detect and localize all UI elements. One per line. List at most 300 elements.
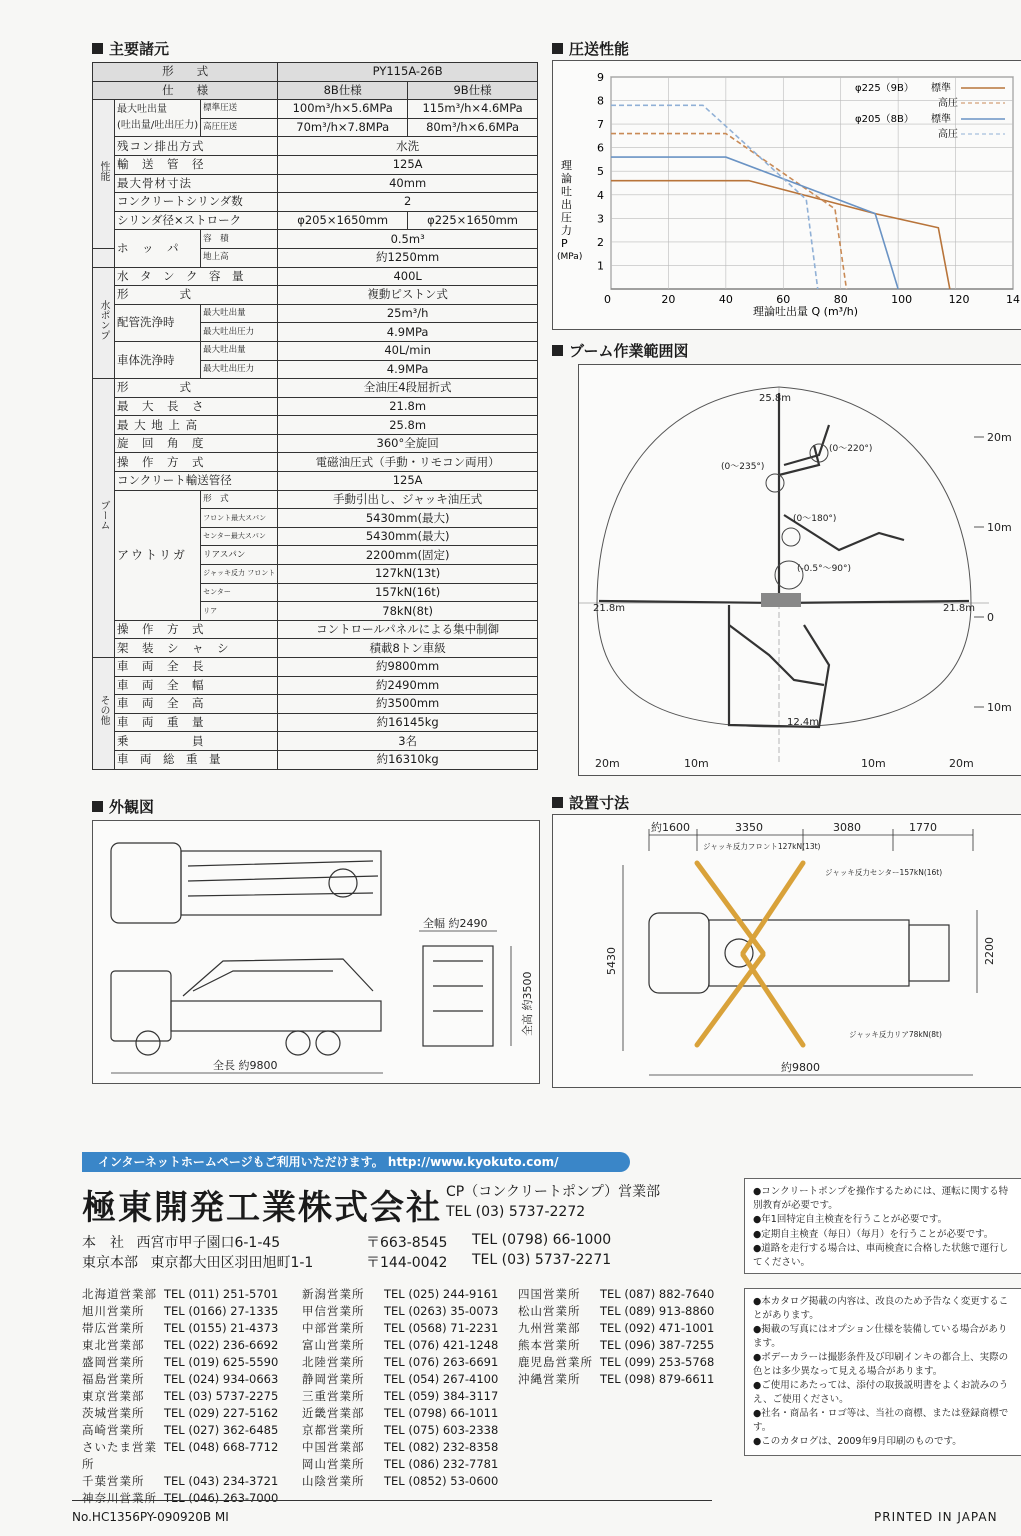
office-name: 沖縄営業所: [518, 1372, 581, 1386]
row-label: 残コン排出方式: [115, 137, 278, 156]
out-type-value: 手動引出し、ジャッキ油圧式: [278, 490, 538, 509]
office-row: [82, 1490, 278, 1507]
office-row: [302, 1439, 498, 1456]
max-p-label: 最大吐出圧力: [201, 360, 278, 379]
jack-rear-value: 78kN(8t): [278, 602, 538, 621]
height-label: 全高 約3500: [521, 971, 534, 1036]
office-tel: TEL (059) 384-3117: [384, 1389, 499, 1403]
high-label: 高圧圧送: [201, 118, 278, 137]
legend-std: 標準: [931, 114, 951, 125]
office-tel: TEL (043) 234-3721: [164, 1474, 279, 1488]
legend-std: 標準: [931, 83, 951, 94]
row-label: 操 作 方 式: [115, 620, 278, 639]
table-row: [93, 620, 538, 639]
exterior-title-text: 外観図: [109, 798, 155, 816]
setup-title-text: 設置寸法: [569, 794, 630, 812]
table-row: [93, 434, 538, 453]
office-tel: TEL (0568) 71-2231: [384, 1321, 499, 1335]
y-tick-label: 8: [597, 94, 604, 108]
truck-plan: [649, 913, 949, 993]
section-square-icon: [552, 797, 563, 808]
water-type-value: 複動ピストン式: [278, 286, 538, 305]
office-tel: TEL (025) 244-9161: [384, 1287, 499, 1301]
row-label: コンクリートシリンダ数: [115, 193, 278, 212]
working-range-outline: [597, 387, 971, 727]
office-row: [302, 1371, 498, 1388]
table-row: [93, 732, 538, 751]
office-tel: TEL (048) 668-7712: [164, 1440, 279, 1454]
truck-side-view: [111, 959, 381, 1055]
row-value: 約9800mm: [278, 658, 538, 677]
std-9b: 115m³/h×4.6MPa: [408, 100, 538, 119]
note-item: ●道路を走行する場合は、車両検査に合格した状態で運行してください。: [753, 1243, 1009, 1268]
office-name: 茨城営業所: [82, 1406, 145, 1420]
row-value: 125A: [278, 472, 538, 491]
std-label: 標準圧送: [201, 100, 278, 119]
office-name: 中国営業部: [302, 1440, 365, 1454]
office-tel: TEL (0263) 35-0073: [384, 1304, 499, 1318]
row-label: 最 大 長 さ: [115, 397, 278, 416]
office-row: [518, 1354, 714, 1371]
office-list-2: [302, 1286, 498, 1490]
note-item: ●社名・商品名・ロゴ等は、当社の商標、または登録商標です。: [753, 1408, 1009, 1433]
tokyo-address: [82, 1252, 313, 1272]
width-label: 全幅 約2490: [423, 917, 488, 930]
series-line: [611, 105, 818, 289]
row-value: 360°全旋回: [278, 434, 538, 453]
row-label: 乗 員: [115, 732, 278, 751]
tokyo-addr: 東京都大田区羽田旭町1-1: [150, 1255, 314, 1271]
table-row: [93, 174, 538, 193]
dim-label: 3080: [833, 821, 861, 834]
scale-label: 10m: [684, 757, 709, 770]
office-tel: TEL (092) 471-1001: [600, 1321, 715, 1335]
pipe-wash-label: 配管洗浄時: [115, 304, 201, 341]
max-p-label: 最大吐出圧力: [201, 323, 278, 342]
office-name: 山陰営業所: [302, 1474, 365, 1488]
pressure-title-text: 圧送性能: [569, 40, 630, 58]
scale-label: 10m: [987, 521, 1012, 534]
x-tick-label: 0: [604, 293, 611, 306]
cyl-9b: φ225×1650mm: [408, 211, 538, 230]
boom-diagram-panel: [578, 364, 1021, 776]
turret-top: [329, 869, 357, 897]
pressure-chart-panel: [552, 60, 1021, 330]
dim-label: 約9800: [781, 1061, 820, 1074]
hopper-h-label: 地上高: [201, 248, 278, 267]
dim-label: 3350: [735, 821, 763, 834]
table-row: [93, 286, 538, 305]
office-tel: TEL (029) 227-5162: [164, 1406, 279, 1420]
row-label: 操 作 方 式: [115, 453, 278, 472]
office-tel: TEL (011) 251-5701: [164, 1287, 279, 1301]
table-row: [93, 341, 538, 360]
office-name: 東京営業部: [82, 1389, 145, 1403]
office-row: [302, 1422, 498, 1439]
table-row: [93, 211, 538, 230]
office-tel: TEL (076) 421-1248: [384, 1338, 499, 1352]
high-8b: 70m³/h×7.8MPa: [278, 118, 408, 137]
legend-phi205: φ205（8B）: [855, 114, 914, 125]
wheel: [316, 1031, 340, 1055]
label-left: 21.8m: [593, 603, 626, 614]
max-q-label: 最大吐出量: [201, 341, 278, 360]
row-value: コントロールパネルによる集中制御: [278, 620, 538, 639]
car-wash-label: 車体洗浄時: [115, 341, 201, 378]
setup-drawing: [553, 815, 1021, 1087]
office-name: 中部営業所: [302, 1321, 365, 1335]
office-row: [302, 1473, 498, 1490]
office-row: [82, 1303, 278, 1320]
office-name: 鹿児島営業所: [518, 1355, 593, 1369]
row-label: 車 両 全 高: [115, 695, 278, 714]
office-row: [302, 1303, 498, 1320]
dept-tel: TEL (03) 5737-2272: [446, 1204, 586, 1220]
water-tank-value: 400L: [278, 267, 538, 286]
office-tel: TEL (098) 879-6611: [600, 1372, 715, 1386]
x-tick-label: 100: [891, 293, 913, 306]
office-name: 京都営業所: [302, 1423, 365, 1437]
office-name: 旭川営業所: [82, 1304, 145, 1318]
office-tel: TEL (0155) 21-4373: [164, 1321, 279, 1335]
office-row: [302, 1388, 498, 1405]
cab-side: [111, 971, 171, 1041]
out-center-label: センター最大スパン: [201, 527, 278, 546]
office-name: 甲信営業所: [302, 1304, 365, 1318]
x-tick-label: 14: [1006, 293, 1020, 306]
spec-label: 仕 様: [93, 81, 278, 100]
note-item: ●掲載の写真にはオプション仕様を装備している場合があります。: [753, 1324, 1008, 1349]
row-value: 全油圧4段屈折式: [278, 379, 538, 398]
office-row: [302, 1337, 498, 1354]
table-row: [93, 695, 538, 714]
office-row: [82, 1405, 278, 1422]
office-row: [82, 1371, 278, 1388]
series-line: [611, 181, 950, 289]
out-type-label: 形 式: [201, 490, 278, 509]
legend-phi225: φ225（9B）: [855, 83, 914, 94]
office-tel: TEL (024) 934-0663: [164, 1372, 279, 1386]
note-item: ●本カタログ掲載の内容は、改良のため予告なく変更することがあります。: [753, 1296, 1009, 1321]
y-tick-label: 9: [597, 71, 604, 84]
wheel: [136, 1031, 160, 1055]
row-label: 車 両 重 量: [115, 713, 278, 732]
notes-box-2: [744, 1288, 1021, 1456]
hq-tel: TEL (0798) 66-1000: [472, 1232, 612, 1248]
note-item: ●ボデーカラーは撮影条件及び印刷インキの都合上、実際の色とは多少異なって見える場合があります。: [753, 1352, 1009, 1377]
scale-label: 10m: [987, 701, 1012, 714]
table-row: [93, 639, 538, 658]
chart-legend: [855, 81, 1005, 140]
dim-label: 約1600: [651, 821, 690, 834]
office-row: [302, 1405, 498, 1422]
y-tick-label: 3: [597, 212, 604, 226]
row-label: 車 両 全 長: [115, 658, 278, 677]
office-tel: TEL (087) 882-7640: [600, 1287, 715, 1301]
out-front-label: フロント最大スパン: [201, 509, 278, 528]
row-value: 約2490mm: [278, 676, 538, 695]
row-value: 25.8m: [278, 416, 538, 435]
office-tel: TEL (075) 603-2338: [384, 1423, 499, 1437]
x-tick-label: 20: [661, 293, 676, 306]
office-row: [82, 1286, 278, 1303]
side-performance-text: 性能: [98, 161, 109, 182]
dim-label: 2200: [983, 937, 996, 965]
table-row: [93, 230, 538, 249]
office-name: 盛岡営業所: [82, 1355, 145, 1369]
angle-label: (0〜235°): [721, 462, 765, 472]
section-square-icon: [92, 43, 103, 54]
note-item: ●定期自主検査（毎日）（毎月）を行うことが必要です。: [753, 1228, 994, 1240]
office-tel: TEL (022) 236-6692: [164, 1338, 279, 1352]
boom-side: [183, 959, 373, 996]
x-tick-label: 80: [833, 293, 848, 306]
table-row: [93, 472, 538, 491]
row-label: コンクリート輸送管径: [115, 472, 278, 491]
office-name: 熊本営業所: [518, 1338, 581, 1352]
office-row: [82, 1439, 278, 1473]
col-8b: 8B仕様: [278, 81, 408, 100]
office-name: 神奈川営業所: [82, 1491, 157, 1505]
row-value: 約16310kg: [278, 750, 538, 769]
hq-addr: 西宮市甲子園口6-1-45: [136, 1235, 281, 1251]
office-name: 岡山営業所: [302, 1457, 365, 1471]
water-type-label: 形 式: [115, 286, 278, 305]
office-name: 千葉営業所: [82, 1474, 145, 1488]
office-tel: TEL (027) 362-6485: [164, 1423, 279, 1437]
row-label: 最大骨材寸法: [115, 174, 278, 193]
office-tel: TEL (03) 5737-2275: [164, 1389, 279, 1403]
series-line: [611, 157, 898, 289]
row-label: 旋 回 角 度: [115, 434, 278, 453]
notes-box-1: [744, 1178, 1021, 1274]
office-name: 北陸営業所: [302, 1355, 365, 1369]
office-name: 四国営業所: [518, 1287, 581, 1301]
row-value: 2: [278, 193, 538, 212]
max-q-label: 最大吐出量: [201, 304, 278, 323]
side-other: [93, 658, 115, 770]
table-row: [93, 676, 538, 695]
row-value: 21.8m: [278, 397, 538, 416]
row-value: 40mm: [278, 174, 538, 193]
table-row: [93, 750, 538, 769]
table-row: [93, 416, 538, 435]
table-row: [93, 267, 538, 286]
angle-label: (-0.5°〜90°): [797, 564, 852, 574]
joint-circle: [782, 528, 800, 546]
deck-top: [181, 851, 381, 915]
row-value: 約16145kg: [278, 713, 538, 732]
office-tel: TEL (099) 253-5768: [600, 1355, 715, 1369]
scale-label: 20m: [595, 757, 620, 770]
side-boom: [93, 379, 115, 658]
row-value: 約3500mm: [278, 695, 538, 714]
scale-label: 10m: [861, 757, 886, 770]
side-other-text: その他: [98, 695, 109, 726]
table-row: [93, 490, 538, 509]
hopper-h-value: 約1250mm: [278, 248, 538, 267]
cyl-8b: φ205×1650mm: [278, 211, 408, 230]
section-square-icon: [552, 43, 563, 54]
row-label: 輸 送 管 径: [115, 155, 278, 174]
boom-positions: [599, 393, 969, 727]
office-name: 新潟営業所: [302, 1287, 365, 1301]
row-label: 架 装 シ ャ シ: [115, 639, 278, 658]
table-row: [93, 100, 538, 119]
office-name: 近畿営業部: [302, 1406, 365, 1420]
cab-top: [111, 843, 181, 923]
row-value: 3名: [278, 732, 538, 751]
table-row: [93, 453, 538, 472]
office-row: [518, 1303, 714, 1320]
truck-body: [761, 593, 801, 607]
y-tick-label: 6: [597, 141, 604, 155]
setup-section-title: [552, 792, 629, 813]
row-value: 電磁油圧式（手動・リモコン両用）: [278, 453, 538, 472]
hopper-cap-label: 容 積: [201, 230, 278, 249]
xlabel-text: 理論吐出量 Q (m³/h): [753, 305, 859, 318]
office-tel: TEL (0798) 66-1011: [384, 1406, 499, 1420]
office-name: 富山営業所: [302, 1338, 365, 1352]
cab-plan: [649, 913, 709, 993]
angle-label: (0〜180°): [793, 514, 837, 524]
legend-high: 高圧: [938, 98, 958, 109]
row-value: 水洗: [278, 137, 538, 156]
jack-note: ジャッキ反力フロント127kN(13t): [703, 842, 821, 851]
office-row: [82, 1354, 278, 1371]
office-tel: TEL (0166) 27-1335: [164, 1304, 279, 1318]
catalog-number: No.HC1356PY-090920B MI: [72, 1510, 229, 1524]
office-row: [82, 1388, 278, 1405]
outrigger-legs: [697, 863, 803, 1045]
truck-top-view: [111, 843, 381, 923]
row-label: 最 大 地 上 高: [115, 416, 278, 435]
jack-note: ジャッキ反力リア78kN(8t): [849, 1030, 942, 1039]
row-label: 車 両 総 重 量: [115, 750, 278, 769]
hopper-label: ホ ッ パ: [115, 230, 201, 267]
web-banner[interactable]: インターネットホームページもご利用いただけます。 http://www.kyokuto.com/: [82, 1152, 630, 1172]
x-tick-label: 60: [776, 293, 791, 306]
std-8b: 100m³/h×5.6MPa: [278, 100, 408, 119]
joint-circle: [766, 474, 784, 492]
exterior-panel: [92, 820, 540, 1084]
table-row: [93, 379, 538, 398]
office-name: 東北営業部: [82, 1338, 145, 1352]
table-row: [93, 81, 538, 100]
table-row: [93, 193, 538, 212]
label-top: 25.8m: [759, 393, 792, 404]
model-label: 形 式: [93, 63, 278, 82]
out-rear-value: 2200mm(固定): [278, 546, 538, 565]
office-row: [302, 1456, 498, 1473]
side-boom-text: ブーム: [98, 500, 109, 531]
y-tick-label: 5: [597, 165, 604, 179]
boom-title-text: ブーム作業範囲図: [569, 342, 689, 360]
y-tick-label: 4: [597, 188, 604, 202]
side-water: [93, 267, 115, 379]
office-tel: TEL (096) 387-7255: [600, 1338, 715, 1352]
model-value: PY115A-26B: [278, 63, 538, 82]
office-tel: TEL (086) 232-7781: [384, 1457, 499, 1471]
row-value: 積載8トン車級: [278, 639, 538, 658]
table-row: [93, 63, 538, 82]
office-tel: TEL (082) 232-8358: [384, 1440, 499, 1454]
dept-name: CP（コンクリートポンプ）営業部: [446, 1184, 661, 1200]
x-tick-label: 120: [948, 293, 970, 306]
outrigger-center-right: [743, 955, 803, 1045]
office-row: [518, 1371, 714, 1388]
hopper-cap-value: 0.5m³: [278, 230, 538, 249]
hopper-plan: [909, 925, 949, 981]
wheel: [286, 1031, 310, 1055]
tokyo-zip: 〒144-0042: [366, 1255, 448, 1271]
jack-note: ジャッキ反力センター157kN(16t): [825, 868, 943, 877]
note-item: ●ご使用にあたっては、添付の取扱説明書をよくお読みのうえ、ご使用ください。: [753, 1380, 1009, 1405]
office-name: 北海道営業部: [82, 1287, 157, 1301]
dept-block: [446, 1182, 660, 1222]
office-tel: TEL (076) 263-6691: [384, 1355, 499, 1369]
pipe-p-value: 4.9MPa: [278, 323, 538, 342]
table-row: [93, 658, 538, 677]
office-row: [518, 1337, 714, 1354]
side-performance: [93, 100, 115, 249]
office-row: [82, 1473, 278, 1490]
out-rear-label: リアスパン: [201, 546, 278, 565]
office-row: [82, 1337, 278, 1354]
section-square-icon: [92, 801, 103, 812]
rear-detail: [433, 961, 483, 1011]
printed-in-japan: PRINTED IN JAPAN: [874, 1510, 998, 1524]
row-label: 車 両 全 幅: [115, 676, 278, 695]
office-list-1: [82, 1286, 278, 1507]
chart-series: [611, 105, 950, 289]
office-list-3: [518, 1286, 714, 1388]
office-row: [82, 1422, 278, 1439]
row-value: 125A: [278, 155, 538, 174]
scale-label: 20m: [987, 431, 1012, 444]
scale-label: 20m: [949, 757, 974, 770]
jack-front-text: フロント: [247, 569, 276, 578]
office-name: 松山営業所: [518, 1304, 581, 1318]
exterior-drawing: [93, 821, 539, 1083]
x-tick-label: 40: [718, 293, 733, 306]
table-row: [93, 397, 538, 416]
max-output-label: 最大吐出量 (吐出量/吐出圧力): [115, 100, 201, 137]
jack-rear-label: リア: [201, 602, 278, 621]
table-row: [93, 713, 538, 732]
table-row: [93, 137, 538, 156]
office-tel: TEL (046) 263-7000: [164, 1491, 279, 1505]
tokyo-label: 東京本部: [82, 1255, 138, 1271]
cyl-label: シリンダ径×ストローク: [115, 211, 278, 230]
scale-label: 0: [987, 611, 994, 624]
pipe-q-value: 25m³/h: [278, 304, 538, 323]
hq-address: [82, 1232, 280, 1252]
car-q-value: 40L/min: [278, 341, 538, 360]
office-name: 三重営業所: [302, 1389, 365, 1403]
y-tick-label: 1: [597, 259, 604, 273]
side-water-text: 水ポンプ: [98, 299, 109, 340]
section-square-icon: [552, 345, 563, 356]
row-label: 形 式: [115, 379, 278, 398]
spec-title-text: 主要諸元: [109, 40, 170, 58]
note-item: ●年1回特定自主検査を行うことが必要です。: [753, 1214, 948, 1225]
truck-rear-view: [419, 931, 511, 1046]
outrigger-label: アウトリガ: [115, 490, 201, 620]
office-tel: TEL (089) 913-8860: [600, 1304, 715, 1318]
pressure-chart: [553, 61, 1021, 329]
jack-center-value: 157kN(16t): [278, 583, 538, 602]
